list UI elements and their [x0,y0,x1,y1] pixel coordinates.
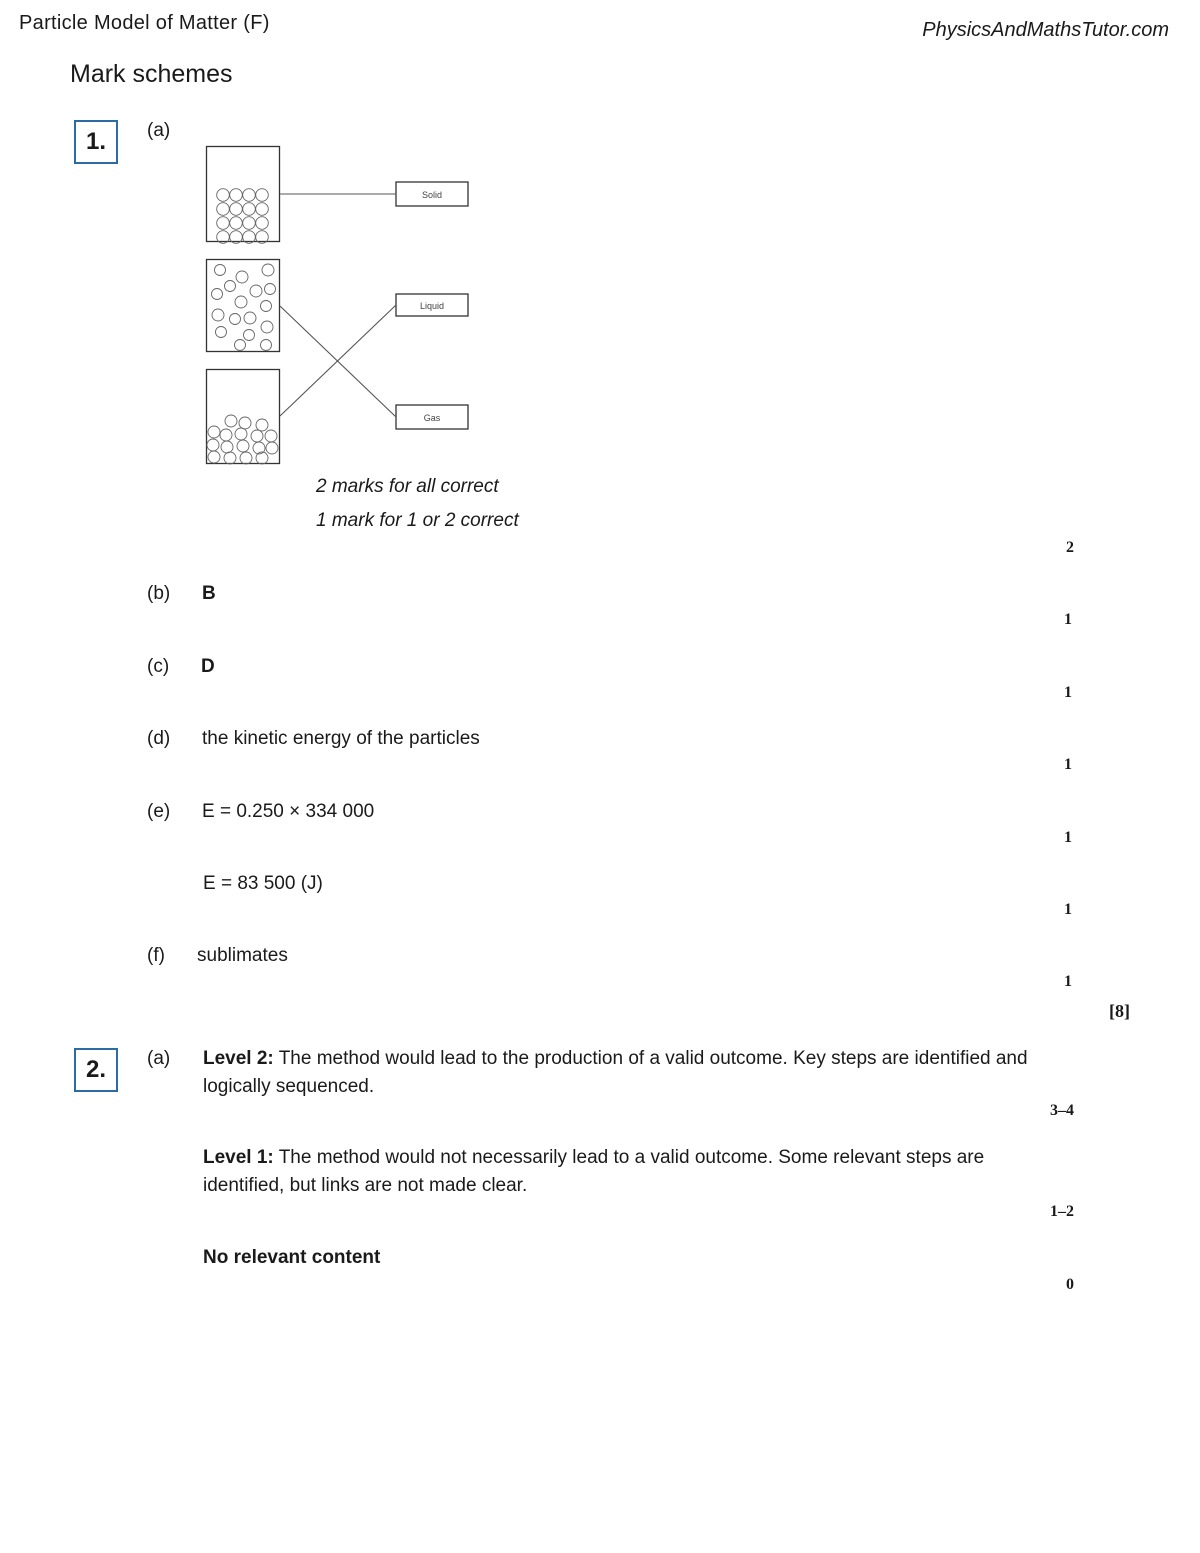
q2a-level-2 [203,1045,1033,1101]
q1e-answer-1: E = 0.250 × 334 000 [202,801,375,822]
q1e-label: (e) [147,801,171,822]
question-number-2: 2. [74,1048,118,1092]
q1a-note-1: 2 marks for all correct [316,476,499,497]
page-title: Mark schemes [70,60,233,88]
level-1-text: The method would not necessarily lead to a valid outcome. Some relevant steps are identified, but links are not made clear. [203,1147,985,1196]
label-gas: Gas [423,413,441,423]
q1c-mark: 1 [1064,684,1072,701]
q2a-label: (a) [147,1048,171,1069]
level-2-title: Level 2: [203,1048,274,1069]
q1d-mark: 1 [1064,756,1072,773]
q1d-answer: the kinetic energy of the particles [202,728,480,749]
states-of-matter-diagram [200,140,480,470]
q1f-mark: 1 [1064,973,1072,990]
q1e-answer-2: E = 83 500 (J) [203,873,323,894]
q1a-note-2: 1 mark for 1 or 2 correct [316,510,519,531]
q2a-no-content-mark: 0 [1066,1276,1074,1293]
q1f-answer: sublimates [197,945,288,966]
q1b-mark: 1 [1064,611,1072,628]
container-gas [207,260,280,352]
label-solid: Solid [421,190,443,200]
q1c-answer: D [201,656,215,677]
header-site: PhysicsAndMathsTutor.com [922,19,1169,41]
q1b-answer: B [202,583,216,604]
gas-particles [212,264,276,351]
label-liquid: Liquid [419,301,445,311]
q1d-label: (d) [147,728,171,749]
q1b-label: (b) [147,583,171,604]
q1e-mark-2: 1 [1064,901,1072,918]
line-liquid [280,305,396,416]
q1-total-marks: [8] [1109,1001,1130,1021]
q2a-no-relevant-content: No relevant content [203,1247,381,1268]
q2a-level-1-mark: 1–2 [1050,1203,1074,1220]
q2a-level-2-mark: 3–4 [1050,1102,1074,1119]
level-2-text: The method would lead to the production of a valid outcome. Key steps are identified and logically sequenced. [203,1048,1028,1097]
question-number-1: 1. [74,120,118,164]
header-subject: Particle Model of Matter (F) [19,12,270,34]
q1f-label: (f) [147,945,165,966]
q1a-mark: 2 [1066,539,1074,556]
q2a-level-1 [203,1144,1033,1200]
q1c-label: (c) [147,656,170,677]
q1a-label: (a) [147,120,171,141]
solid-particles [217,189,269,244]
line-gas [280,306,396,417]
liquid-particles [207,415,278,464]
level-1-title: Level 1: [203,1147,274,1168]
q1e-mark-1: 1 [1064,829,1072,846]
